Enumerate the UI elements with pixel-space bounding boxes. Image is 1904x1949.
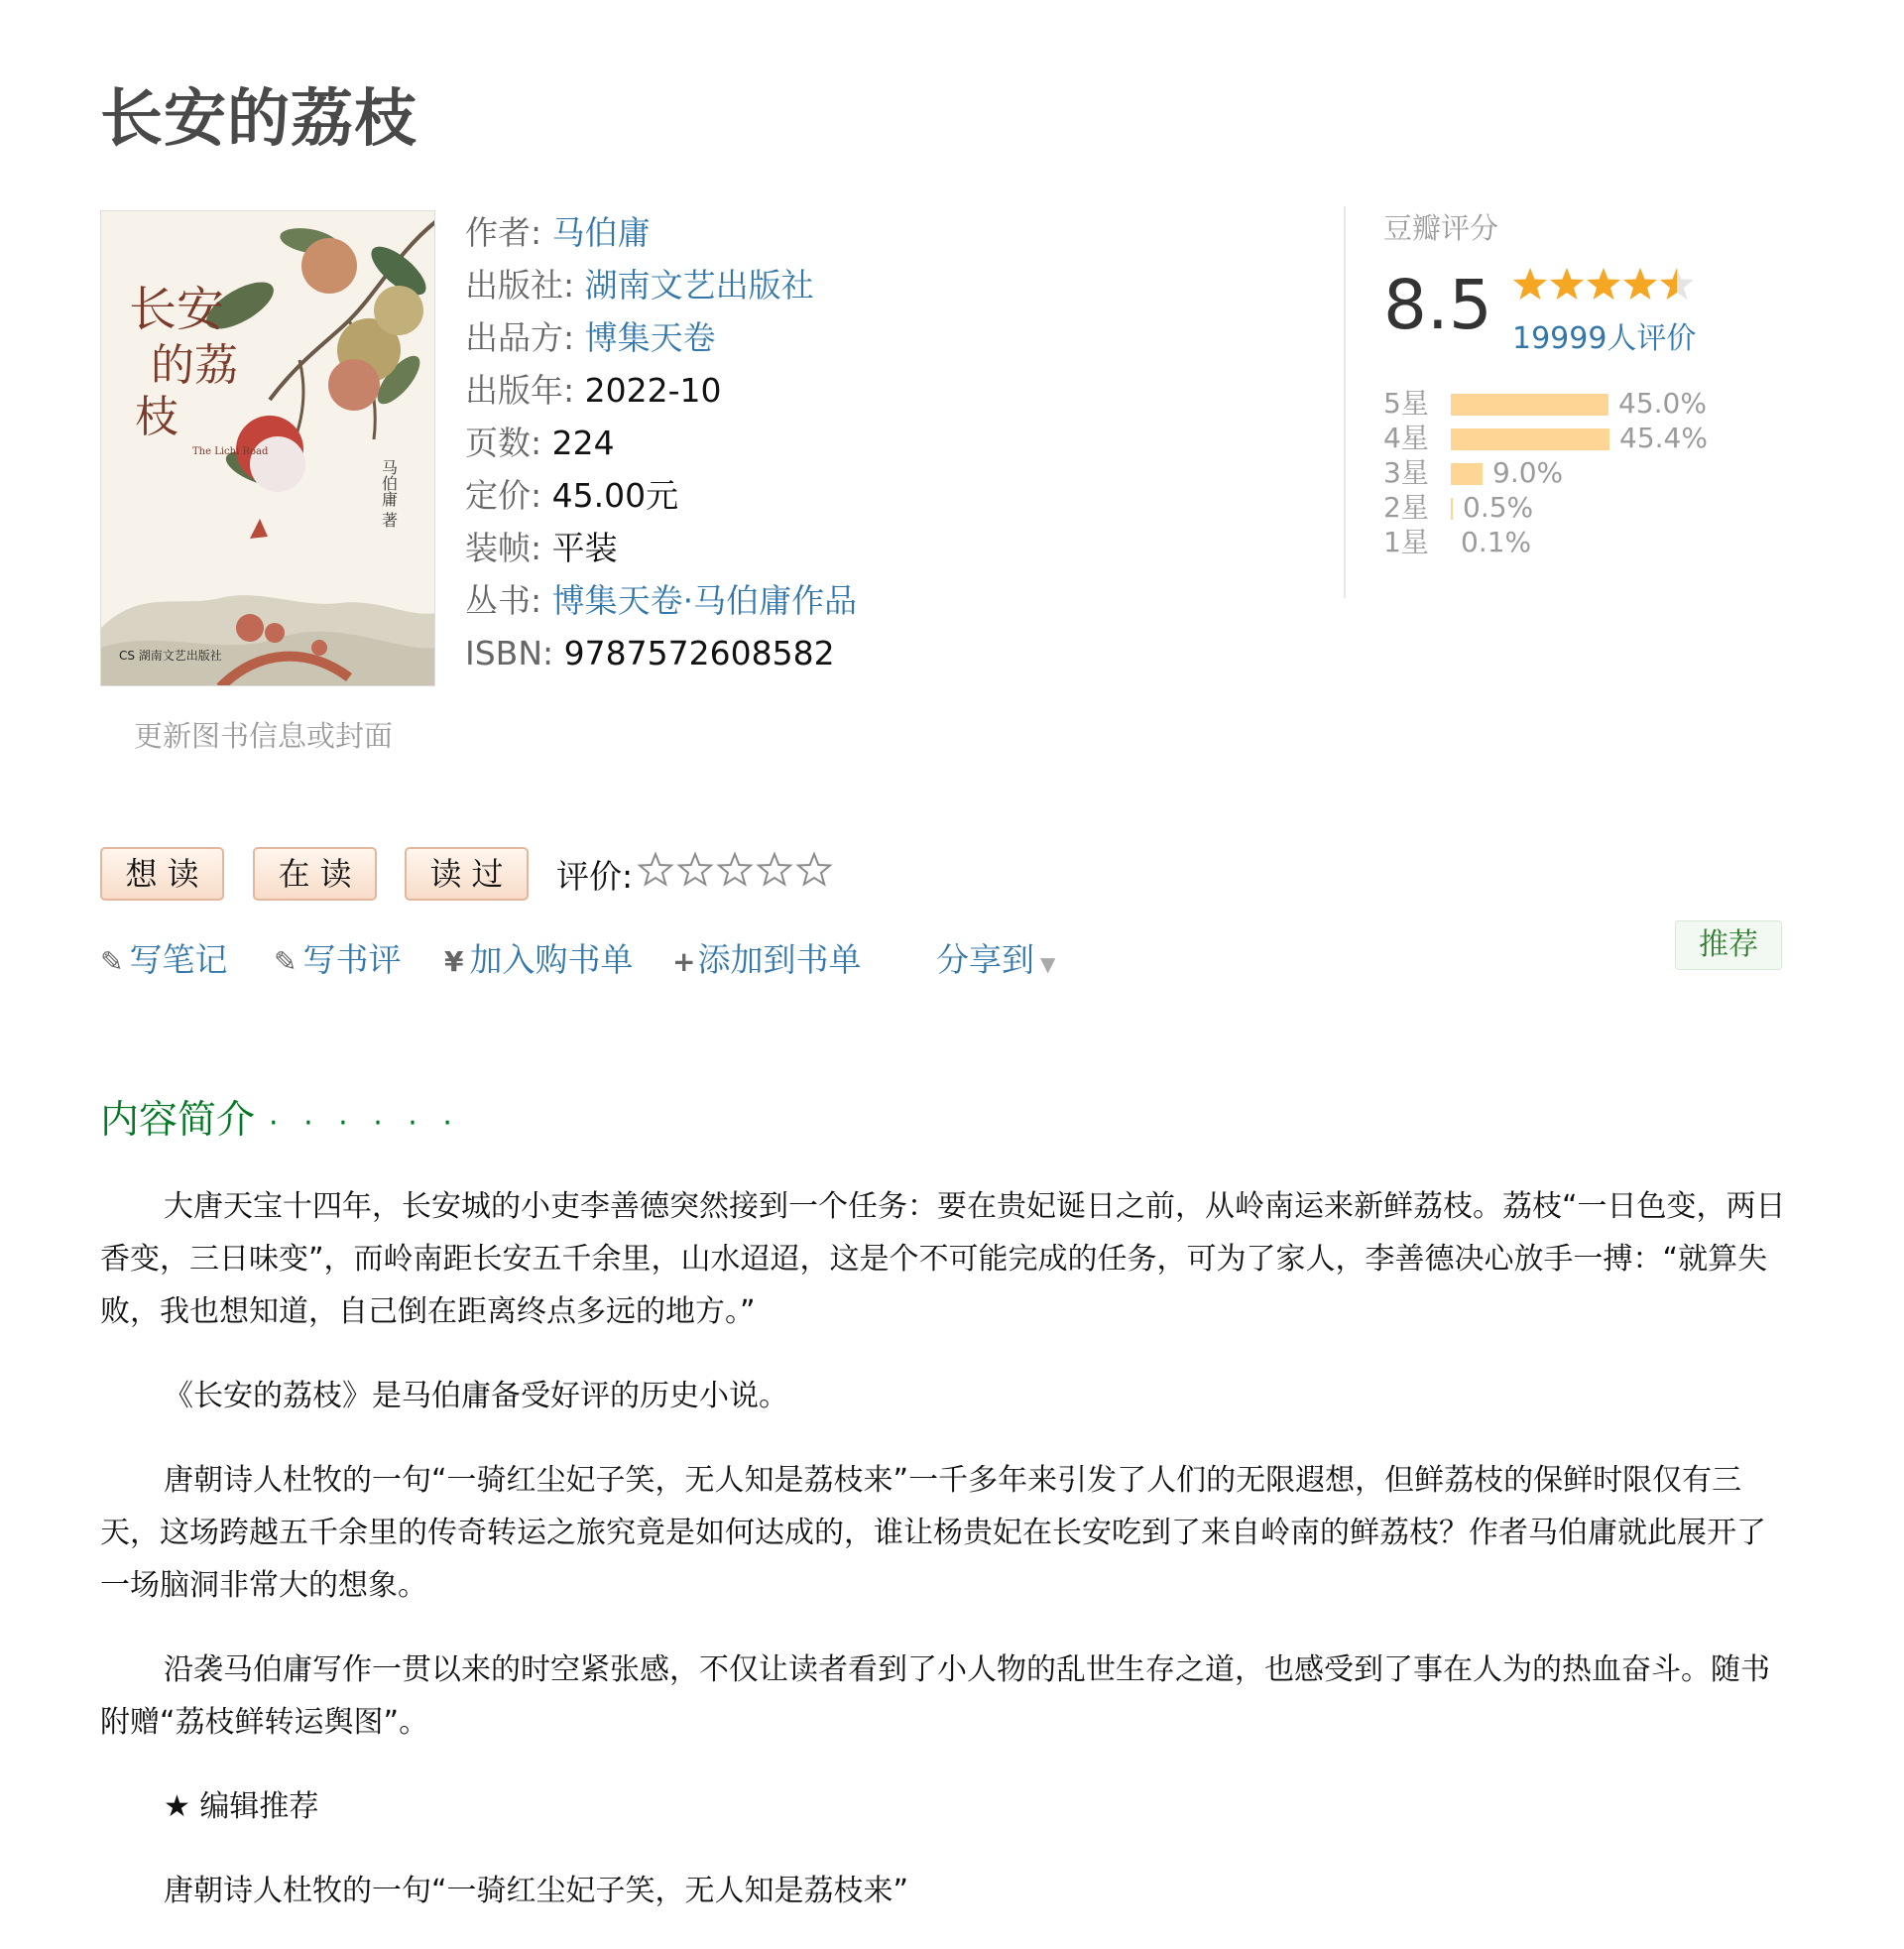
recommend-button[interactable]: 推荐 [1675, 920, 1782, 970]
pencil-icon: ✎ [274, 945, 298, 978]
rate-star-1 [640, 854, 671, 885]
dist-pct: 45.4% [1619, 422, 1708, 454]
rating-panel [1344, 206, 1762, 598]
user-rating-stars[interactable] [638, 851, 846, 891]
book-info [465, 206, 857, 679]
summary-paragraph: 《长安的荔枝》是马伯庸备受好评的历史小说。 [164, 1379, 788, 1413]
summary-dots: · · · · · · [269, 1106, 460, 1141]
info-publisher [465, 259, 857, 311]
yen-icon: ¥ [444, 945, 464, 978]
cover-illustration [101, 211, 435, 686]
add-to-cart-link[interactable]: 加入购书单 [469, 940, 634, 979]
want-to-read-button[interactable]: 想读 [100, 847, 224, 901]
rate-star-4 [759, 854, 790, 885]
dist-pct: 0.5% [1463, 491, 1534, 524]
star-filled-icon [1550, 268, 1584, 300]
star-filled-icon [1587, 268, 1620, 300]
have-read-button[interactable]: 读过 [405, 847, 529, 901]
summary-body [100, 1180, 1786, 1949]
info-binding [465, 522, 857, 574]
dist-bar [1451, 428, 1609, 450]
info-label: 作者: [465, 213, 552, 252]
dist-label: 5星 [1383, 387, 1429, 420]
rating-count-link[interactable]: 19999人评价 [1512, 321, 1697, 356]
chevron-down-icon: ▼ [1040, 952, 1056, 976]
cover-title-text: 长安 [129, 282, 225, 337]
rating-stars-icon [1512, 266, 1701, 305]
info-pubyear [465, 364, 857, 417]
rate-star-3 [719, 854, 751, 885]
info-label: ISBN: [465, 634, 564, 672]
svg-text:的荔: 的荔 [151, 340, 238, 391]
producer-link[interactable]: 博集天卷 [584, 318, 716, 357]
summary-paragraph: 唐朝诗人杜牧的一句“一骑红尘妃子笑，无人知是荔枝来”一千多年来引发了人们的无限遐想，但鲜荔枝的保鲜时限仅有三天，这场跨越五千余里的传奇转运之旅究竟是如何达成的，谁让杨贵妃在长安吃到了来自岭南的鲜荔枝？作者马伯庸就此展开了一场脑洞非常大的想象。 [100, 1463, 1766, 1603]
rate-label: 评价: [556, 857, 634, 896]
info-value: 2022-10 [584, 371, 722, 410]
info-label: 定价: [465, 476, 552, 515]
editor-recommend-heading: ★ 编辑推荐 [164, 1789, 319, 1824]
star-filled-icon [1513, 268, 1547, 300]
dist-bar [1451, 498, 1453, 520]
add-to-cart-action[interactable] [444, 934, 633, 981]
svg-text:The Lichi Road: The Lichi Road [192, 446, 269, 457]
dist-bar [1451, 463, 1483, 485]
info-label: 页数: [465, 424, 552, 462]
write-review-link[interactable]: 写书评 [302, 940, 402, 979]
add-to-list-action[interactable] [672, 934, 861, 981]
info-isbn [465, 627, 857, 679]
rating-title: 豆瓣评分 [1383, 211, 1499, 245]
write-note-action[interactable] [100, 934, 227, 981]
dist-pct: 0.1% [1461, 526, 1532, 558]
info-author [465, 206, 857, 259]
publisher-link[interactable]: 湖南文艺出版社 [584, 266, 814, 305]
info-label: 出版年: [465, 371, 585, 410]
series-link[interactable]: 博集天卷·马伯庸作品 [551, 581, 858, 620]
info-value: 45.00元 [551, 476, 679, 515]
rate-star-5 [798, 854, 830, 885]
info-producer [465, 311, 857, 364]
rating-score: 8.5 [1383, 266, 1492, 345]
reading-button[interactable]: 在读 [253, 847, 377, 901]
info-value: 平装 [551, 529, 618, 567]
dist-label: 2星 [1383, 491, 1429, 524]
write-review-action[interactable] [274, 934, 401, 981]
summary-paragraph: 沿袭马伯庸写作一贯以来的时空紧张感，不仅让读者看到了小人物的乱世生存之道，也感受到了事在人为的热血奋斗。随书附赠“荔枝鲜转运舆图”。 [100, 1652, 1770, 1740]
info-series [465, 574, 857, 627]
rate-star-2 [679, 854, 711, 885]
book-cover[interactable] [100, 210, 435, 686]
book-title: 长安的荔枝 [100, 82, 417, 155]
cover-author-text: 马伯庸 著 [379, 459, 399, 529]
info-label: 出品方: [465, 318, 585, 357]
info-value: 9787572608582 [563, 634, 835, 672]
dist-pct: 45.0% [1618, 387, 1707, 420]
dist-bar [1451, 394, 1608, 416]
share-link[interactable]: 分享到 [936, 940, 1034, 979]
svg-text:枝: 枝 [135, 392, 178, 442]
svg-text:CS 湖南文艺出版社: CS 湖南文艺出版社 [119, 649, 222, 663]
summary-paragraph: 唐朝诗人杜牧的一句“一骑红尘妃子笑，无人知是荔枝来” [164, 1874, 909, 1908]
dist-label: 3星 [1383, 456, 1429, 489]
star-filled-icon [1623, 268, 1657, 300]
dist-label: 4星 [1383, 422, 1429, 454]
info-pages [465, 417, 857, 469]
summary-heading [100, 1089, 460, 1145]
plus-icon: + [672, 945, 696, 978]
info-label: 装帧: [465, 529, 552, 567]
info-label: 丛书: [465, 581, 552, 620]
author-link[interactable]: 马伯庸 [551, 213, 651, 252]
write-note-link[interactable]: 写笔记 [129, 940, 228, 979]
cover-update-link[interactable]: 更新图书信息或封面 [134, 719, 394, 753]
dist-label: 1星 [1383, 526, 1429, 558]
dist-pct: 9.0% [1492, 456, 1564, 489]
summary-paragraph: 大唐天宝十四年，长安城的小吏李善德突然接到一个任务：要在贵妃诞日之前，从岭南运来新鲜荔枝。荔枝“一日色变，两日香变，三日味变”，而岭南距长安五千余里，山水迢迢，这是个不可能完成的任务，可为了家人，李善德决心放手一搏：“就算失败，我也想知道，自己倒在距离终点多远的地方。” [100, 1189, 1786, 1329]
info-price [465, 469, 857, 522]
summary-title: 内容简介 [100, 1098, 256, 1143]
info-value: 224 [551, 424, 615, 462]
info-label: 出版社: [465, 266, 585, 305]
pencil-icon: ✎ [100, 945, 124, 978]
share-action[interactable] [936, 934, 1055, 981]
add-to-list-link[interactable]: 添加到书单 [697, 940, 862, 979]
